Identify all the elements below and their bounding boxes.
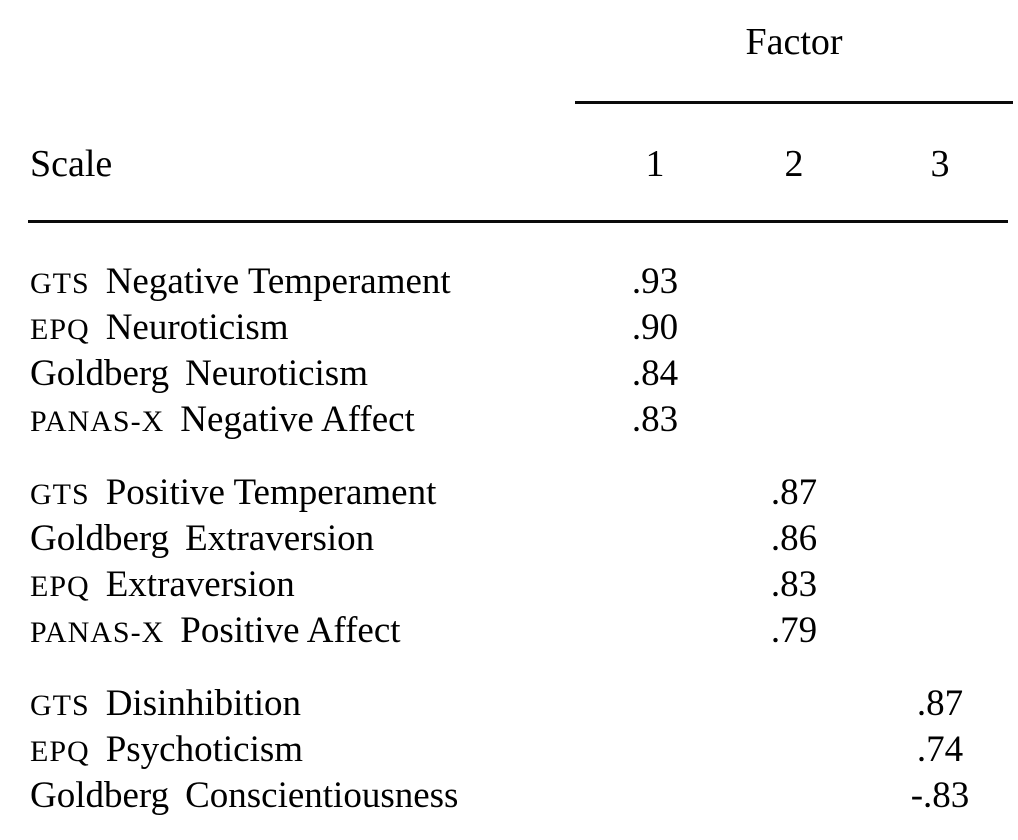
- scale-abbr: EPQ: [30, 735, 90, 768]
- scale-name: Positive Affect: [180, 610, 401, 651]
- scale-abbr: PANAS-X: [30, 616, 165, 649]
- table-row: [0, 305, 1018, 351]
- table-body: [0, 259, 1018, 819]
- table-row: [0, 727, 1018, 773]
- table-header-rule: [28, 220, 1008, 223]
- scale-label: [30, 608, 401, 656]
- scale-prefix: Goldberg: [30, 353, 170, 394]
- scale-name: Neuroticism: [105, 307, 289, 348]
- factor-1-group: [0, 259, 1018, 443]
- factor-col-1-header: 1: [645, 143, 665, 185]
- scale-prefix: Goldberg: [30, 518, 170, 559]
- scale-label: [30, 397, 415, 445]
- table-row: [0, 516, 1018, 562]
- factor1-cell: .90: [631, 307, 679, 348]
- scale-label: [30, 305, 289, 353]
- table-row: [0, 470, 1018, 516]
- factor3-cell: .74: [916, 729, 964, 770]
- scale-label: [30, 259, 451, 307]
- factor-col-3-header: 3: [930, 143, 950, 185]
- table-row: [0, 773, 1018, 819]
- scale-abbr: GTS: [30, 478, 90, 511]
- factor-spanner-header: Factor: [745, 21, 843, 63]
- factor-column-headers: [0, 140, 1018, 188]
- scale-abbr: GTS: [30, 267, 90, 300]
- scale-abbr: EPQ: [30, 313, 90, 346]
- factor1-cell: .93: [631, 261, 679, 302]
- scale-label: [30, 773, 458, 819]
- scale-name: Positive Temperament: [105, 472, 437, 513]
- table-row: [0, 351, 1018, 397]
- scale-label: [30, 681, 301, 729]
- factor-3-group: [0, 681, 1018, 819]
- factor3-cell: .87: [916, 683, 964, 724]
- scale-column-header: Scale: [30, 143, 113, 185]
- scale-prefix: Goldberg: [30, 775, 170, 816]
- scale-name: Neuroticism: [185, 353, 368, 394]
- table-row: [0, 397, 1018, 443]
- scale-abbr: GTS: [30, 689, 90, 722]
- factor-col-2-header: 2: [784, 143, 804, 185]
- factor3-cell: -.83: [910, 775, 970, 816]
- factor1-cell: .84: [631, 353, 679, 394]
- scale-label: [30, 562, 295, 610]
- scale-label: [30, 470, 436, 518]
- factor2-cell: .87: [770, 472, 818, 513]
- scale-name: Negative Temperament: [105, 261, 451, 302]
- factor-spanner-underline: [575, 101, 1013, 104]
- scale-name: Disinhibition: [105, 683, 301, 724]
- scale-abbr: PANAS-X: [30, 405, 165, 438]
- scale-abbr: EPQ: [30, 570, 90, 603]
- table-row: [0, 259, 1018, 305]
- scale-name: Negative Affect: [180, 399, 415, 440]
- scale-name: Extraversion: [185, 518, 375, 559]
- scale-label: [30, 516, 374, 562]
- factor2-cell: .79: [770, 610, 818, 651]
- table-row: [0, 562, 1018, 608]
- scale-label: [30, 351, 368, 397]
- factor2-cell: .83: [770, 564, 818, 605]
- scale-name: Extraversion: [105, 564, 295, 605]
- factor-2-group: [0, 470, 1018, 654]
- factor2-cell: .86: [770, 518, 818, 559]
- scale-name: Conscientiousness: [185, 775, 459, 816]
- scale-label: [30, 727, 303, 775]
- scale-name: Psychoticism: [105, 729, 304, 770]
- table-row: [0, 608, 1018, 654]
- table-row: [0, 681, 1018, 727]
- factor1-cell: .83: [631, 399, 679, 440]
